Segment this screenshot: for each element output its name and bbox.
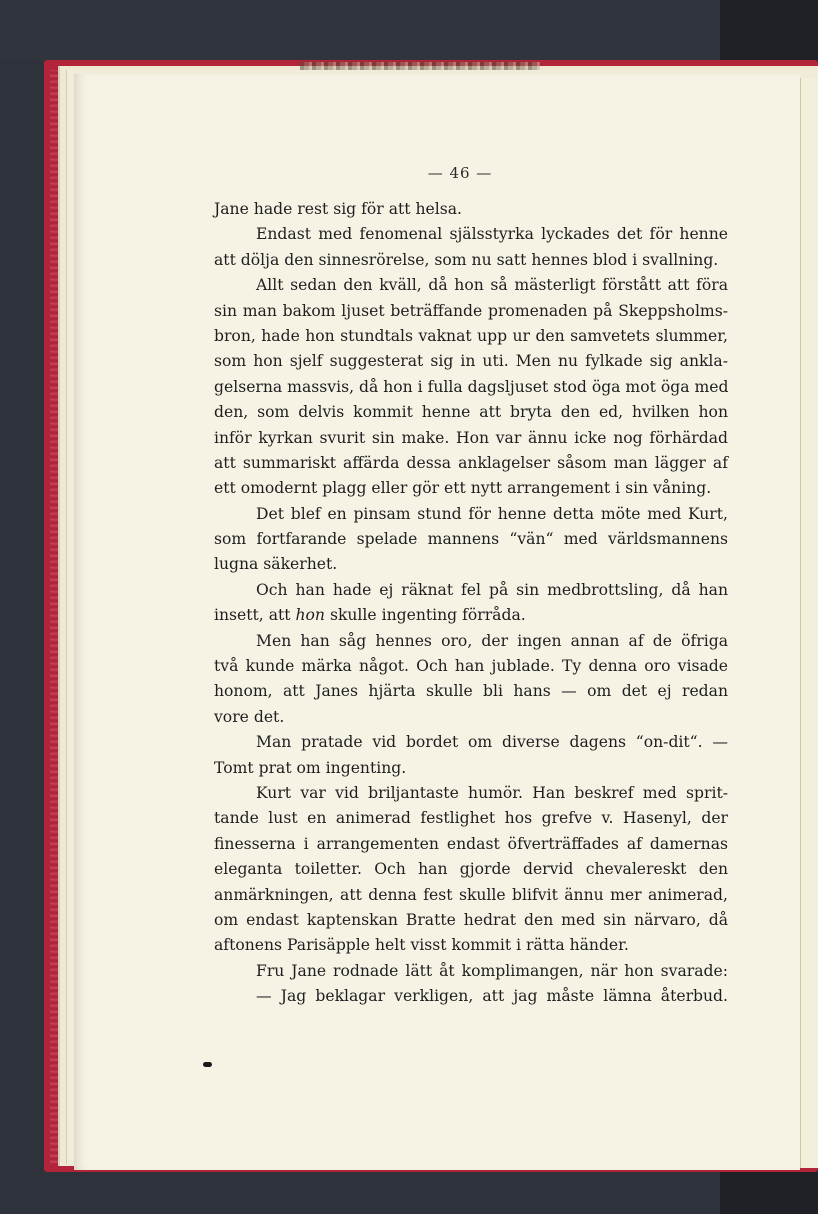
text-line: Tomt prat om ingenting. [214, 758, 407, 777]
text-line: den, som delvis kommit henne att bryta den ed, hvilken hon [214, 403, 728, 422]
text-line: Man pratade vid bordet om diverse dagens “on-dit“. — [256, 733, 728, 752]
facing-page-edge [800, 78, 818, 1168]
text-line: honom, att Janes hjärta skulle bli hans — om det ej redan [214, 682, 728, 701]
headband [300, 62, 540, 70]
text-line: som hon sjelf suggesterat sig in uti. Men nu fylkade sig ankla- [214, 352, 728, 371]
text-line: vore det. [214, 707, 285, 726]
text-line: lugna säkerhet. [214, 555, 338, 574]
text-line: ett omodernt plagg eller gör ett nytt arrangement i sin våning. [214, 479, 712, 498]
text-line: Det blef en pinsam stund för henne detta möte med Kurt, [256, 504, 728, 523]
text-line: Jane hade rest sig för att helsa. [214, 200, 462, 218]
page-number: — 46 — [427, 164, 493, 182]
text-line: aftonens Parisäpple helt visst kommit i rätta händer. [214, 936, 629, 955]
text-line: insett, att hon skulle ingenting förråda. [214, 606, 526, 625]
text-line: tande lust en animerad festlighet hos grefve v. Hasenyl, der [214, 809, 728, 828]
text-line: Och han hade ej räknat fel på sin medbrottsling, då han [256, 580, 728, 599]
text-line: finesserna i arrangementen endast öfverträffades af damernas [214, 834, 728, 853]
text-line: Men han såg hennes oro, der ingen annan af de öfriga [256, 631, 728, 650]
text-line: gelserna massvis, då hon i fulla dagsljuset stod öga mot öga med [214, 377, 729, 396]
text-line: som fortfarande spelade mannens “vän“ med världsmannens [214, 530, 728, 549]
text-line: sin man bakom ljuset beträffande promenaden på Skeppsholms- [214, 301, 728, 320]
text-line: att summariskt affärda dessa anklagelser såsom man lägger af [214, 453, 728, 472]
ink-mark [203, 1062, 212, 1067]
page-text [214, 197, 728, 1010]
text-line: eleganta toiletter. Och han gjorde dervid chevalereskt den [214, 860, 728, 879]
text-line: Kurt var vid briljantaste humör. Han beskref med sprit- [256, 783, 728, 802]
text-line: två kunde märka något. Och han jublade. Ty denna oro visade [214, 657, 728, 676]
text-line: Allt sedan den kväll, då hon så mästerligt förstått att föra [256, 276, 728, 295]
background-top [0, 0, 818, 60]
text-line: anmärkningen, att denna fest skulle blifvit ännu mer animerad, [214, 885, 728, 904]
text-line: — Jag beklagar verkligen, att jag måste lämna återbud. [256, 987, 728, 1006]
text-line: om endast kaptenskan Bratte hedrat den med sin närvaro, då [214, 910, 728, 929]
text-line: att dölja den sinnesrörelse, som nu satt hennes blod i svallning. [214, 250, 719, 269]
text-line: inför kyrkan svurit sin make. Hon var ännu icke nog förhärdad [214, 428, 728, 447]
text-line: bron, hade hon stundtals vaknat upp ur den samvetets slummer, [214, 326, 728, 345]
text-line: Fru Jane rodnade lätt åt komplimangen, när hon svarade: [256, 961, 728, 980]
text-line: Endast med fenomenal själsstyrka lyckades det för henne [256, 225, 728, 244]
